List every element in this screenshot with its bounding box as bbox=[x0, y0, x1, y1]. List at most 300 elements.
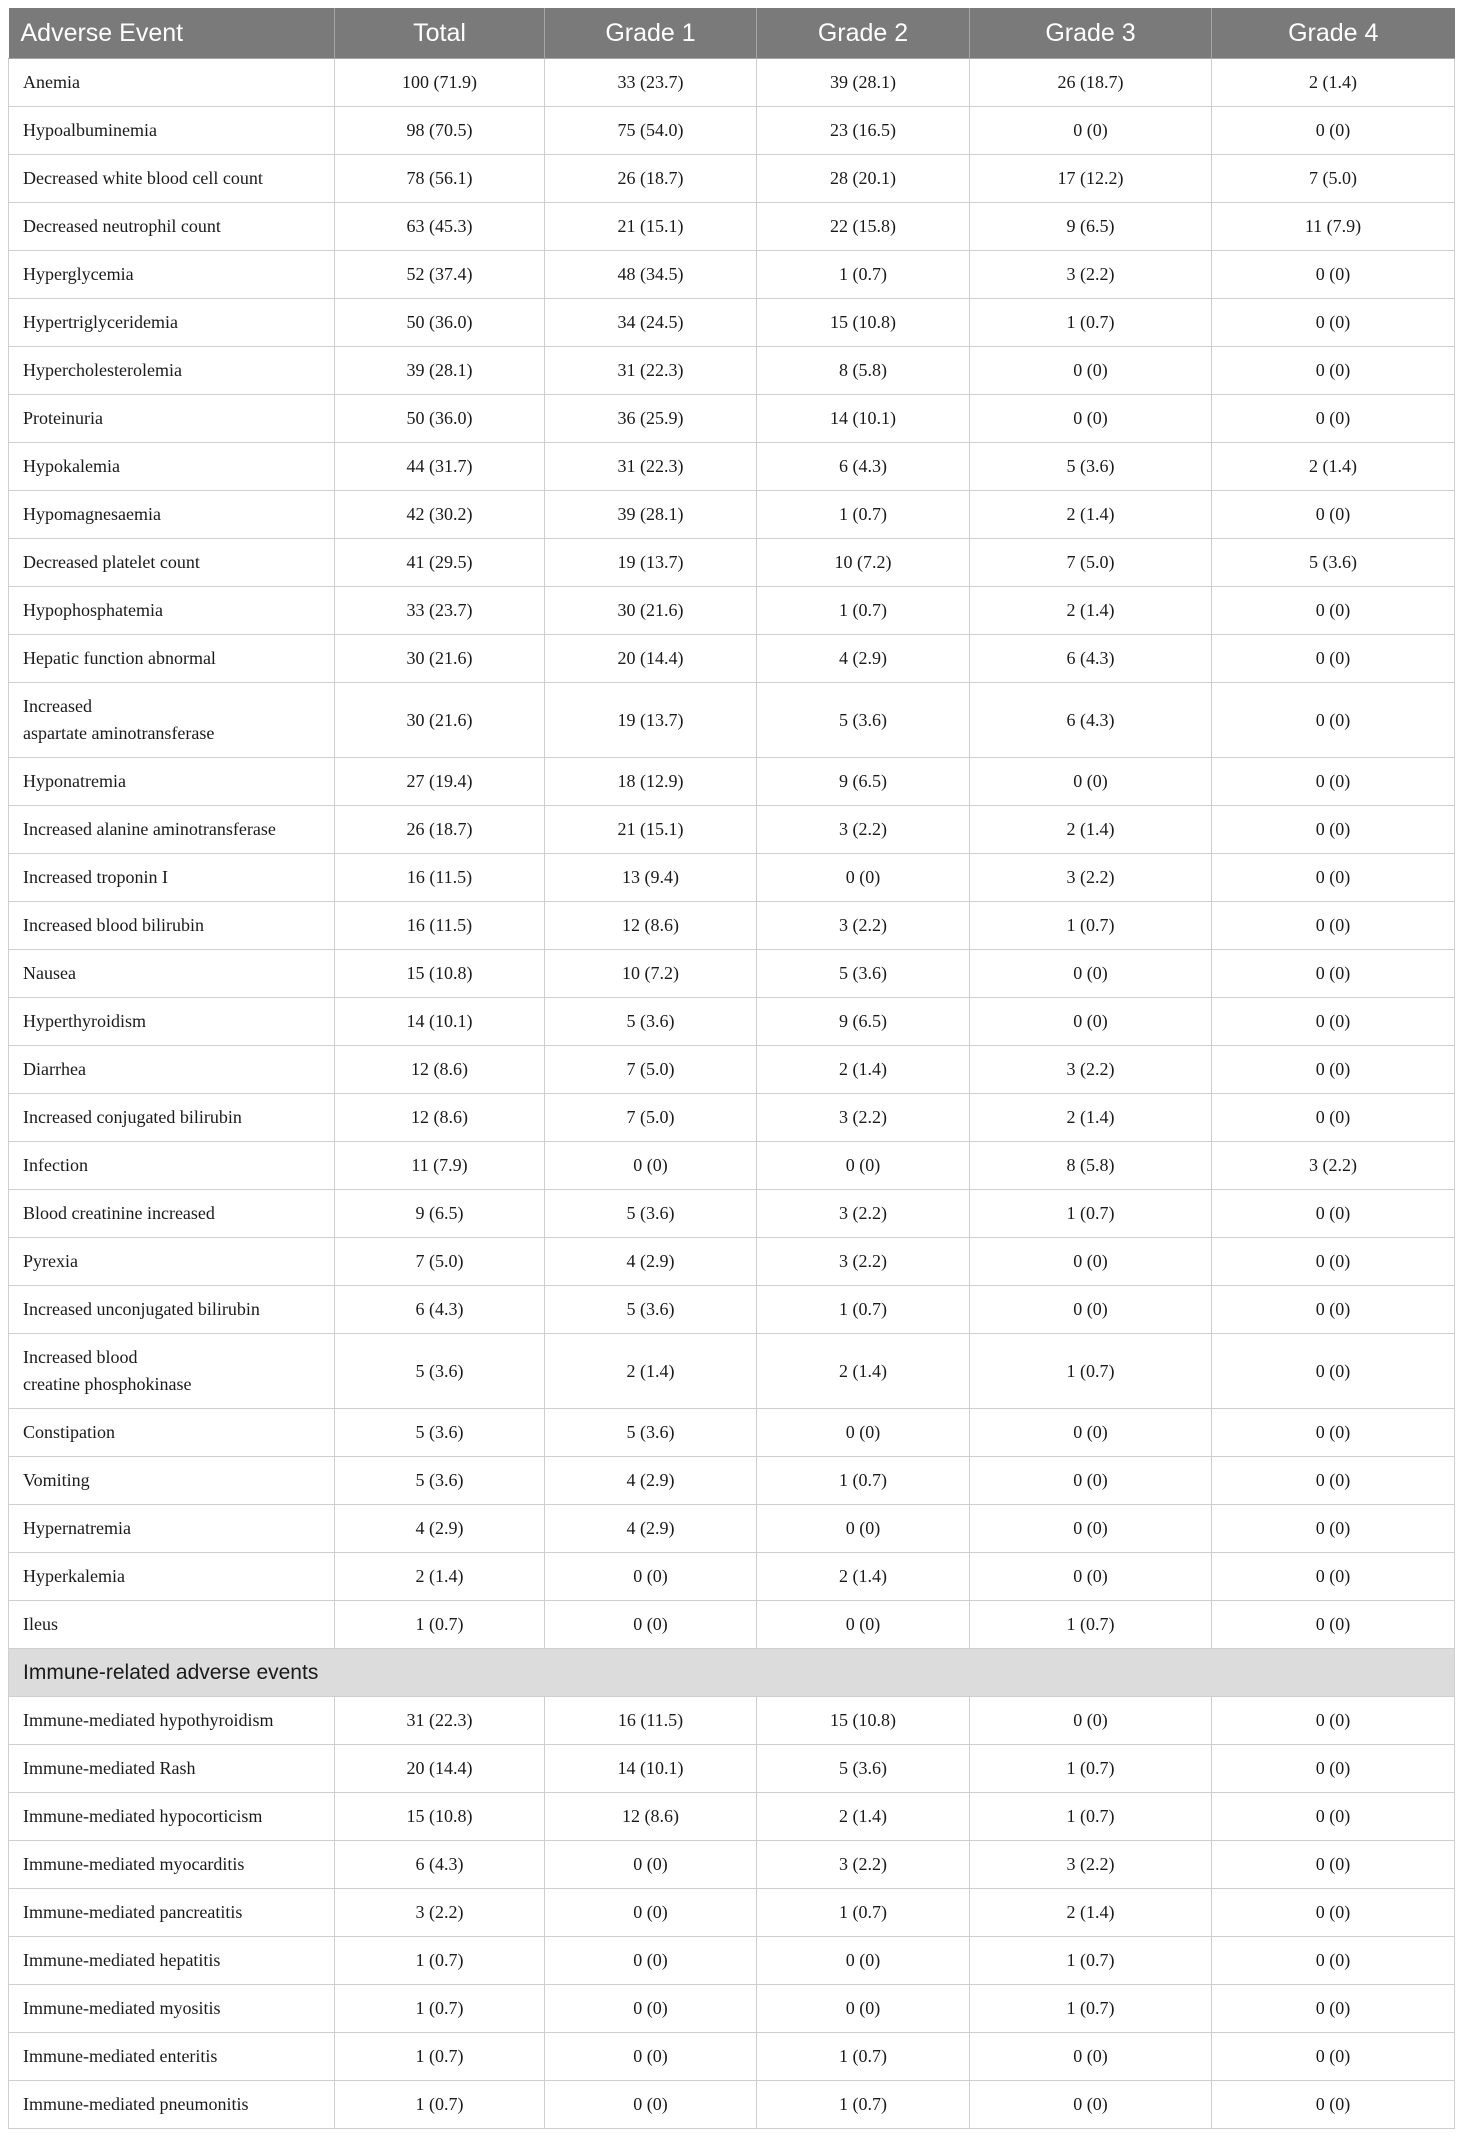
total-cell: 12 (8.6) bbox=[335, 1046, 545, 1094]
table-row bbox=[9, 1409, 1455, 1457]
grade-4-cell: 0 (0) bbox=[1212, 299, 1455, 347]
grade-3-cell: 0 (0) bbox=[970, 1697, 1212, 1745]
grade-1-cell: 7 (5.0) bbox=[545, 1046, 757, 1094]
grade-2-cell: 1 (0.7) bbox=[757, 2081, 970, 2129]
total-cell: 5 (3.6) bbox=[335, 1457, 545, 1505]
total-cell: 30 (21.6) bbox=[335, 635, 545, 683]
grade-2-cell: 0 (0) bbox=[757, 1409, 970, 1457]
grade-2-cell: 0 (0) bbox=[757, 1937, 970, 1985]
table-row bbox=[9, 203, 1455, 251]
adverse-event-name: Blood creatinine increased bbox=[9, 1190, 335, 1238]
grade-2-cell: 1 (0.7) bbox=[757, 587, 970, 635]
table-row bbox=[9, 950, 1455, 998]
grade-2-cell: 39 (28.1) bbox=[757, 59, 970, 107]
grade-3-cell: 9 (6.5) bbox=[970, 203, 1212, 251]
grade-2-cell: 3 (2.2) bbox=[757, 1094, 970, 1142]
adverse-event-name: Immune-mediated pancreatitis bbox=[9, 1889, 335, 1937]
grade-3-cell: 2 (1.4) bbox=[970, 1889, 1212, 1937]
grade-2-cell: 15 (10.8) bbox=[757, 1697, 970, 1745]
table-row bbox=[9, 1238, 1455, 1286]
total-cell: 1 (0.7) bbox=[335, 1601, 545, 1649]
total-cell: 2 (1.4) bbox=[335, 1553, 545, 1601]
adverse-events-table bbox=[8, 8, 1455, 2129]
adverse-event-name bbox=[9, 1334, 335, 1409]
adverse-event-name: Immune-mediated hypocorticism bbox=[9, 1793, 335, 1841]
grade-1-cell: 19 (13.7) bbox=[545, 683, 757, 758]
column-header-grade-3: Grade 3 bbox=[970, 8, 1212, 59]
grade-3-cell: 3 (2.2) bbox=[970, 251, 1212, 299]
grade-4-cell: 0 (0) bbox=[1212, 1334, 1455, 1409]
table-row bbox=[9, 806, 1455, 854]
table-row bbox=[9, 1094, 1455, 1142]
total-cell: 1 (0.7) bbox=[335, 1937, 545, 1985]
grade-4-cell: 0 (0) bbox=[1212, 1505, 1455, 1553]
grade-1-cell: 2 (1.4) bbox=[545, 1334, 757, 1409]
total-cell: 20 (14.4) bbox=[335, 1745, 545, 1793]
grade-2-cell: 8 (5.8) bbox=[757, 347, 970, 395]
grade-2-cell: 3 (2.2) bbox=[757, 1841, 970, 1889]
adverse-event-name: Infection bbox=[9, 1142, 335, 1190]
grade-1-cell: 48 (34.5) bbox=[545, 251, 757, 299]
grade-4-cell: 0 (0) bbox=[1212, 1745, 1455, 1793]
adverse-event-name: Hypophosphatemia bbox=[9, 587, 335, 635]
grade-1-cell: 36 (25.9) bbox=[545, 395, 757, 443]
grade-4-cell: 3 (2.2) bbox=[1212, 1142, 1455, 1190]
total-cell: 63 (45.3) bbox=[335, 203, 545, 251]
grade-4-cell: 0 (0) bbox=[1212, 1841, 1455, 1889]
total-cell: 7 (5.0) bbox=[335, 1238, 545, 1286]
grade-1-cell: 21 (15.1) bbox=[545, 806, 757, 854]
total-cell: 16 (11.5) bbox=[335, 902, 545, 950]
table-row bbox=[9, 1889, 1455, 1937]
section-heading: Immune-related adverse events bbox=[9, 1649, 1455, 1697]
total-cell: 52 (37.4) bbox=[335, 251, 545, 299]
grade-1-cell: 18 (12.9) bbox=[545, 758, 757, 806]
grade-3-cell: 7 (5.0) bbox=[970, 539, 1212, 587]
grade-1-cell: 0 (0) bbox=[545, 1553, 757, 1601]
column-header-total: Total bbox=[335, 8, 545, 59]
grade-4-cell: 0 (0) bbox=[1212, 1457, 1455, 1505]
grade-4-cell: 0 (0) bbox=[1212, 1238, 1455, 1286]
table-body bbox=[9, 59, 1455, 2129]
table-row bbox=[9, 1046, 1455, 1094]
grade-4-cell: 0 (0) bbox=[1212, 1601, 1455, 1649]
grade-4-cell: 0 (0) bbox=[1212, 1985, 1455, 2033]
grade-1-cell: 19 (13.7) bbox=[545, 539, 757, 587]
adverse-event-name: Anemia bbox=[9, 59, 335, 107]
grade-4-cell: 0 (0) bbox=[1212, 1793, 1455, 1841]
total-cell: 1 (0.7) bbox=[335, 2081, 545, 2129]
grade-3-cell: 3 (2.2) bbox=[970, 854, 1212, 902]
grade-2-cell: 2 (1.4) bbox=[757, 1046, 970, 1094]
table-row bbox=[9, 347, 1455, 395]
grade-2-cell: 6 (4.3) bbox=[757, 443, 970, 491]
grade-3-cell: 0 (0) bbox=[970, 1553, 1212, 1601]
table-row bbox=[9, 1985, 1455, 2033]
table-row bbox=[9, 1142, 1455, 1190]
adverse-event-name: Immune-mediated hypothyroidism bbox=[9, 1697, 335, 1745]
grade-3-cell: 1 (0.7) bbox=[970, 902, 1212, 950]
grade-1-cell: 75 (54.0) bbox=[545, 107, 757, 155]
adverse-event-name: Hyponatremia bbox=[9, 758, 335, 806]
grade-2-cell: 15 (10.8) bbox=[757, 299, 970, 347]
grade-3-cell: 0 (0) bbox=[970, 1457, 1212, 1505]
grade-4-cell: 0 (0) bbox=[1212, 635, 1455, 683]
grade-3-cell: 2 (1.4) bbox=[970, 587, 1212, 635]
grade-4-cell: 0 (0) bbox=[1212, 2033, 1455, 2081]
grade-4-cell: 0 (0) bbox=[1212, 1286, 1455, 1334]
grade-4-cell: 0 (0) bbox=[1212, 806, 1455, 854]
table-row bbox=[9, 1793, 1455, 1841]
grade-1-cell: 13 (9.4) bbox=[545, 854, 757, 902]
table-row bbox=[9, 251, 1455, 299]
adverse-event-name: Diarrhea bbox=[9, 1046, 335, 1094]
total-cell: 15 (10.8) bbox=[335, 950, 545, 998]
table-row bbox=[9, 1334, 1455, 1409]
grade-4-cell: 2 (1.4) bbox=[1212, 443, 1455, 491]
column-header-grade-4: Grade 4 bbox=[1212, 8, 1455, 59]
grade-1-cell: 0 (0) bbox=[545, 1601, 757, 1649]
adverse-event-name: Ileus bbox=[9, 1601, 335, 1649]
total-cell: 11 (7.9) bbox=[335, 1142, 545, 1190]
grade-4-cell: 0 (0) bbox=[1212, 1937, 1455, 1985]
adverse-event-name-line-1: Increased bbox=[23, 696, 92, 716]
adverse-event-name: Proteinuria bbox=[9, 395, 335, 443]
adverse-event-name: Decreased neutrophil count bbox=[9, 203, 335, 251]
grade-3-cell: 0 (0) bbox=[970, 1409, 1212, 1457]
grade-3-cell: 0 (0) bbox=[970, 2033, 1212, 2081]
total-cell: 16 (11.5) bbox=[335, 854, 545, 902]
grade-3-cell: 1 (0.7) bbox=[970, 1793, 1212, 1841]
grade-2-cell: 1 (0.7) bbox=[757, 1457, 970, 1505]
grade-3-cell: 0 (0) bbox=[970, 950, 1212, 998]
grade-3-cell: 1 (0.7) bbox=[970, 1601, 1212, 1649]
grade-4-cell: 0 (0) bbox=[1212, 998, 1455, 1046]
grade-4-cell: 0 (0) bbox=[1212, 758, 1455, 806]
table-row bbox=[9, 854, 1455, 902]
table-row bbox=[9, 758, 1455, 806]
section-row bbox=[9, 1649, 1455, 1697]
grade-3-cell: 1 (0.7) bbox=[970, 1937, 1212, 1985]
grade-3-cell: 8 (5.8) bbox=[970, 1142, 1212, 1190]
total-cell: 1 (0.7) bbox=[335, 2033, 545, 2081]
adverse-event-name: Hypertriglyceridemia bbox=[9, 299, 335, 347]
grade-1-cell: 0 (0) bbox=[545, 1841, 757, 1889]
table-row bbox=[9, 1937, 1455, 1985]
table-row bbox=[9, 635, 1455, 683]
table-row bbox=[9, 2081, 1455, 2129]
adverse-event-name: Immune-mediated Rash bbox=[9, 1745, 335, 1793]
grade-4-cell: 0 (0) bbox=[1212, 1553, 1455, 1601]
total-cell: 3 (2.2) bbox=[335, 1889, 545, 1937]
grade-2-cell: 1 (0.7) bbox=[757, 251, 970, 299]
table-row bbox=[9, 1505, 1455, 1553]
total-cell: 39 (28.1) bbox=[335, 347, 545, 395]
grade-3-cell: 0 (0) bbox=[970, 1286, 1212, 1334]
grade-3-cell: 0 (0) bbox=[970, 107, 1212, 155]
adverse-event-name: Hypernatremia bbox=[9, 1505, 335, 1553]
table-row bbox=[9, 998, 1455, 1046]
grade-3-cell: 1 (0.7) bbox=[970, 1334, 1212, 1409]
grade-3-cell: 3 (2.2) bbox=[970, 1046, 1212, 1094]
total-cell: 27 (19.4) bbox=[335, 758, 545, 806]
adverse-event-name: Increased conjugated bilirubin bbox=[9, 1094, 335, 1142]
grade-2-cell: 0 (0) bbox=[757, 1601, 970, 1649]
grade-1-cell: 12 (8.6) bbox=[545, 1793, 757, 1841]
grade-2-cell: 9 (6.5) bbox=[757, 758, 970, 806]
total-cell: 14 (10.1) bbox=[335, 998, 545, 1046]
adverse-event-name: Nausea bbox=[9, 950, 335, 998]
grade-1-cell: 30 (21.6) bbox=[545, 587, 757, 635]
grade-1-cell: 7 (5.0) bbox=[545, 1094, 757, 1142]
grade-1-cell: 4 (2.9) bbox=[545, 1505, 757, 1553]
grade-3-cell: 3 (2.2) bbox=[970, 1841, 1212, 1889]
grade-4-cell: 0 (0) bbox=[1212, 1409, 1455, 1457]
grade-1-cell: 12 (8.6) bbox=[545, 902, 757, 950]
grade-3-cell: 2 (1.4) bbox=[970, 491, 1212, 539]
table-row bbox=[9, 1553, 1455, 1601]
table-row bbox=[9, 587, 1455, 635]
grade-3-cell: 2 (1.4) bbox=[970, 1094, 1212, 1142]
grade-2-cell: 1 (0.7) bbox=[757, 1286, 970, 1334]
table-row bbox=[9, 1601, 1455, 1649]
total-cell: 15 (10.8) bbox=[335, 1793, 545, 1841]
grade-3-cell: 0 (0) bbox=[970, 758, 1212, 806]
adverse-event-name-line-1: Increased blood bbox=[23, 1347, 138, 1367]
table-row bbox=[9, 539, 1455, 587]
grade-1-cell: 39 (28.1) bbox=[545, 491, 757, 539]
grade-3-cell: 17 (12.2) bbox=[970, 155, 1212, 203]
grade-2-cell: 3 (2.2) bbox=[757, 806, 970, 854]
table-row bbox=[9, 1697, 1455, 1745]
grade-3-cell: 6 (4.3) bbox=[970, 683, 1212, 758]
total-cell: 9 (6.5) bbox=[335, 1190, 545, 1238]
grade-3-cell: 1 (0.7) bbox=[970, 299, 1212, 347]
table-row bbox=[9, 107, 1455, 155]
total-cell: 26 (18.7) bbox=[335, 806, 545, 854]
grade-1-cell: 31 (22.3) bbox=[545, 347, 757, 395]
total-cell: 12 (8.6) bbox=[335, 1094, 545, 1142]
adverse-event-name: Immune-mediated myocarditis bbox=[9, 1841, 335, 1889]
adverse-event-name-line-2: creatine phosphokinase bbox=[23, 1374, 192, 1394]
grade-4-cell: 0 (0) bbox=[1212, 1190, 1455, 1238]
grade-2-cell: 3 (2.2) bbox=[757, 1190, 970, 1238]
table-row bbox=[9, 1286, 1455, 1334]
grade-2-cell: 10 (7.2) bbox=[757, 539, 970, 587]
total-cell: 42 (30.2) bbox=[335, 491, 545, 539]
grade-1-cell: 0 (0) bbox=[545, 1142, 757, 1190]
adverse-event-name: Hypomagnesaemia bbox=[9, 491, 335, 539]
total-cell: 44 (31.7) bbox=[335, 443, 545, 491]
grade-3-cell: 0 (0) bbox=[970, 2081, 1212, 2129]
grade-4-cell: 5 (3.6) bbox=[1212, 539, 1455, 587]
total-cell: 30 (21.6) bbox=[335, 683, 545, 758]
grade-3-cell: 5 (3.6) bbox=[970, 443, 1212, 491]
table-row bbox=[9, 491, 1455, 539]
adverse-event-name: Hyperglycemia bbox=[9, 251, 335, 299]
grade-2-cell: 3 (2.2) bbox=[757, 1238, 970, 1286]
table-row bbox=[9, 1457, 1455, 1505]
table-row bbox=[9, 683, 1455, 758]
adverse-event-name: Hepatic function abnormal bbox=[9, 635, 335, 683]
grade-1-cell: 5 (3.6) bbox=[545, 1409, 757, 1457]
grade-1-cell: 34 (24.5) bbox=[545, 299, 757, 347]
grade-4-cell: 0 (0) bbox=[1212, 2081, 1455, 2129]
total-cell: 50 (36.0) bbox=[335, 395, 545, 443]
total-cell: 98 (70.5) bbox=[335, 107, 545, 155]
table-row bbox=[9, 299, 1455, 347]
adverse-event-name: Decreased white blood cell count bbox=[9, 155, 335, 203]
grade-4-cell: 2 (1.4) bbox=[1212, 59, 1455, 107]
grade-2-cell: 1 (0.7) bbox=[757, 2033, 970, 2081]
adverse-event-name: Constipation bbox=[9, 1409, 335, 1457]
total-cell: 41 (29.5) bbox=[335, 539, 545, 587]
grade-4-cell: 0 (0) bbox=[1212, 854, 1455, 902]
column-header-grade-1: Grade 1 bbox=[545, 8, 757, 59]
grade-3-cell: 1 (0.7) bbox=[970, 1745, 1212, 1793]
grade-4-cell: 0 (0) bbox=[1212, 950, 1455, 998]
grade-1-cell: 16 (11.5) bbox=[545, 1697, 757, 1745]
total-cell: 31 (22.3) bbox=[335, 1697, 545, 1745]
grade-3-cell: 0 (0) bbox=[970, 347, 1212, 395]
table-row bbox=[9, 59, 1455, 107]
grade-1-cell: 0 (0) bbox=[545, 2081, 757, 2129]
grade-2-cell: 22 (15.8) bbox=[757, 203, 970, 251]
table-row bbox=[9, 1841, 1455, 1889]
adverse-event-name-line-2: aspartate aminotransferase bbox=[23, 723, 215, 743]
adverse-event-name: Immune-mediated myositis bbox=[9, 1985, 335, 2033]
total-cell: 6 (4.3) bbox=[335, 1841, 545, 1889]
grade-2-cell: 4 (2.9) bbox=[757, 635, 970, 683]
grade-2-cell: 3 (2.2) bbox=[757, 902, 970, 950]
grade-1-cell: 10 (7.2) bbox=[545, 950, 757, 998]
column-header-grade-2: Grade 2 bbox=[757, 8, 970, 59]
grade-2-cell: 5 (3.6) bbox=[757, 950, 970, 998]
grade-3-cell: 1 (0.7) bbox=[970, 1985, 1212, 2033]
grade-2-cell: 2 (1.4) bbox=[757, 1793, 970, 1841]
grade-3-cell: 1 (0.7) bbox=[970, 1190, 1212, 1238]
grade-1-cell: 0 (0) bbox=[545, 1985, 757, 2033]
grade-2-cell: 5 (3.6) bbox=[757, 683, 970, 758]
grade-1-cell: 31 (22.3) bbox=[545, 443, 757, 491]
header-row bbox=[9, 8, 1455, 59]
grade-2-cell: 2 (1.4) bbox=[757, 1553, 970, 1601]
total-cell: 5 (3.6) bbox=[335, 1334, 545, 1409]
adverse-event-name bbox=[9, 683, 335, 758]
adverse-event-name: Increased alanine aminotransferase bbox=[9, 806, 335, 854]
grade-1-cell: 26 (18.7) bbox=[545, 155, 757, 203]
grade-1-cell: 0 (0) bbox=[545, 2033, 757, 2081]
column-header-adverse-event: Adverse Event bbox=[9, 8, 335, 59]
grade-4-cell: 7 (5.0) bbox=[1212, 155, 1455, 203]
grade-4-cell: 0 (0) bbox=[1212, 683, 1455, 758]
grade-2-cell: 1 (0.7) bbox=[757, 491, 970, 539]
grade-1-cell: 5 (3.6) bbox=[545, 1190, 757, 1238]
adverse-event-name: Hypoalbuminemia bbox=[9, 107, 335, 155]
table-row bbox=[9, 155, 1455, 203]
total-cell: 5 (3.6) bbox=[335, 1409, 545, 1457]
adverse-event-name: Increased troponin I bbox=[9, 854, 335, 902]
grade-4-cell: 0 (0) bbox=[1212, 1046, 1455, 1094]
grade-2-cell: 23 (16.5) bbox=[757, 107, 970, 155]
adverse-event-name: Increased blood bilirubin bbox=[9, 902, 335, 950]
grade-4-cell: 11 (7.9) bbox=[1212, 203, 1455, 251]
adverse-event-name: Hyperkalemia bbox=[9, 1553, 335, 1601]
grade-2-cell: 0 (0) bbox=[757, 854, 970, 902]
grade-4-cell: 0 (0) bbox=[1212, 395, 1455, 443]
adverse-event-name: Hypercholesterolemia bbox=[9, 347, 335, 395]
adverse-event-name: Hyperthyroidism bbox=[9, 998, 335, 1046]
total-cell: 4 (2.9) bbox=[335, 1505, 545, 1553]
adverse-event-name: Decreased platelet count bbox=[9, 539, 335, 587]
grade-4-cell: 0 (0) bbox=[1212, 1697, 1455, 1745]
grade-3-cell: 0 (0) bbox=[970, 1505, 1212, 1553]
grade-1-cell: 5 (3.6) bbox=[545, 998, 757, 1046]
adverse-event-name: Increased unconjugated bilirubin bbox=[9, 1286, 335, 1334]
grade-1-cell: 0 (0) bbox=[545, 1889, 757, 1937]
grade-3-cell: 0 (0) bbox=[970, 395, 1212, 443]
total-cell: 100 (71.9) bbox=[335, 59, 545, 107]
grade-1-cell: 4 (2.9) bbox=[545, 1238, 757, 1286]
table-header bbox=[9, 8, 1455, 59]
table-row bbox=[9, 2033, 1455, 2081]
grade-2-cell: 14 (10.1) bbox=[757, 395, 970, 443]
grade-3-cell: 0 (0) bbox=[970, 998, 1212, 1046]
table-row bbox=[9, 395, 1455, 443]
grade-1-cell: 14 (10.1) bbox=[545, 1745, 757, 1793]
grade-4-cell: 0 (0) bbox=[1212, 902, 1455, 950]
grade-1-cell: 4 (2.9) bbox=[545, 1457, 757, 1505]
grade-4-cell: 0 (0) bbox=[1212, 251, 1455, 299]
grade-1-cell: 21 (15.1) bbox=[545, 203, 757, 251]
grade-3-cell: 2 (1.4) bbox=[970, 806, 1212, 854]
grade-2-cell: 0 (0) bbox=[757, 1505, 970, 1553]
grade-4-cell: 0 (0) bbox=[1212, 347, 1455, 395]
grade-1-cell: 5 (3.6) bbox=[545, 1286, 757, 1334]
adverse-events-table-container bbox=[8, 8, 1454, 2129]
total-cell: 1 (0.7) bbox=[335, 1985, 545, 2033]
grade-3-cell: 6 (4.3) bbox=[970, 635, 1212, 683]
grade-4-cell: 0 (0) bbox=[1212, 107, 1455, 155]
grade-1-cell: 20 (14.4) bbox=[545, 635, 757, 683]
table-row bbox=[9, 443, 1455, 491]
table-row bbox=[9, 902, 1455, 950]
grade-1-cell: 0 (0) bbox=[545, 1937, 757, 1985]
total-cell: 78 (56.1) bbox=[335, 155, 545, 203]
grade-3-cell: 0 (0) bbox=[970, 1238, 1212, 1286]
table-row bbox=[9, 1190, 1455, 1238]
adverse-event-name: Hypokalemia bbox=[9, 443, 335, 491]
adverse-event-name: Immune-mediated enteritis bbox=[9, 2033, 335, 2081]
adverse-event-name: Immune-mediated pneumonitis bbox=[9, 2081, 335, 2129]
grade-1-cell: 33 (23.7) bbox=[545, 59, 757, 107]
grade-2-cell: 28 (20.1) bbox=[757, 155, 970, 203]
grade-2-cell: 1 (0.7) bbox=[757, 1889, 970, 1937]
table-row bbox=[9, 1745, 1455, 1793]
grade-3-cell: 26 (18.7) bbox=[970, 59, 1212, 107]
grade-4-cell: 0 (0) bbox=[1212, 491, 1455, 539]
total-cell: 33 (23.7) bbox=[335, 587, 545, 635]
grade-4-cell: 0 (0) bbox=[1212, 1094, 1455, 1142]
grade-2-cell: 9 (6.5) bbox=[757, 998, 970, 1046]
grade-2-cell: 5 (3.6) bbox=[757, 1745, 970, 1793]
total-cell: 50 (36.0) bbox=[335, 299, 545, 347]
grade-4-cell: 0 (0) bbox=[1212, 587, 1455, 635]
total-cell: 6 (4.3) bbox=[335, 1286, 545, 1334]
grade-2-cell: 0 (0) bbox=[757, 1985, 970, 2033]
adverse-event-name: Vomiting bbox=[9, 1457, 335, 1505]
grade-4-cell: 0 (0) bbox=[1212, 1889, 1455, 1937]
